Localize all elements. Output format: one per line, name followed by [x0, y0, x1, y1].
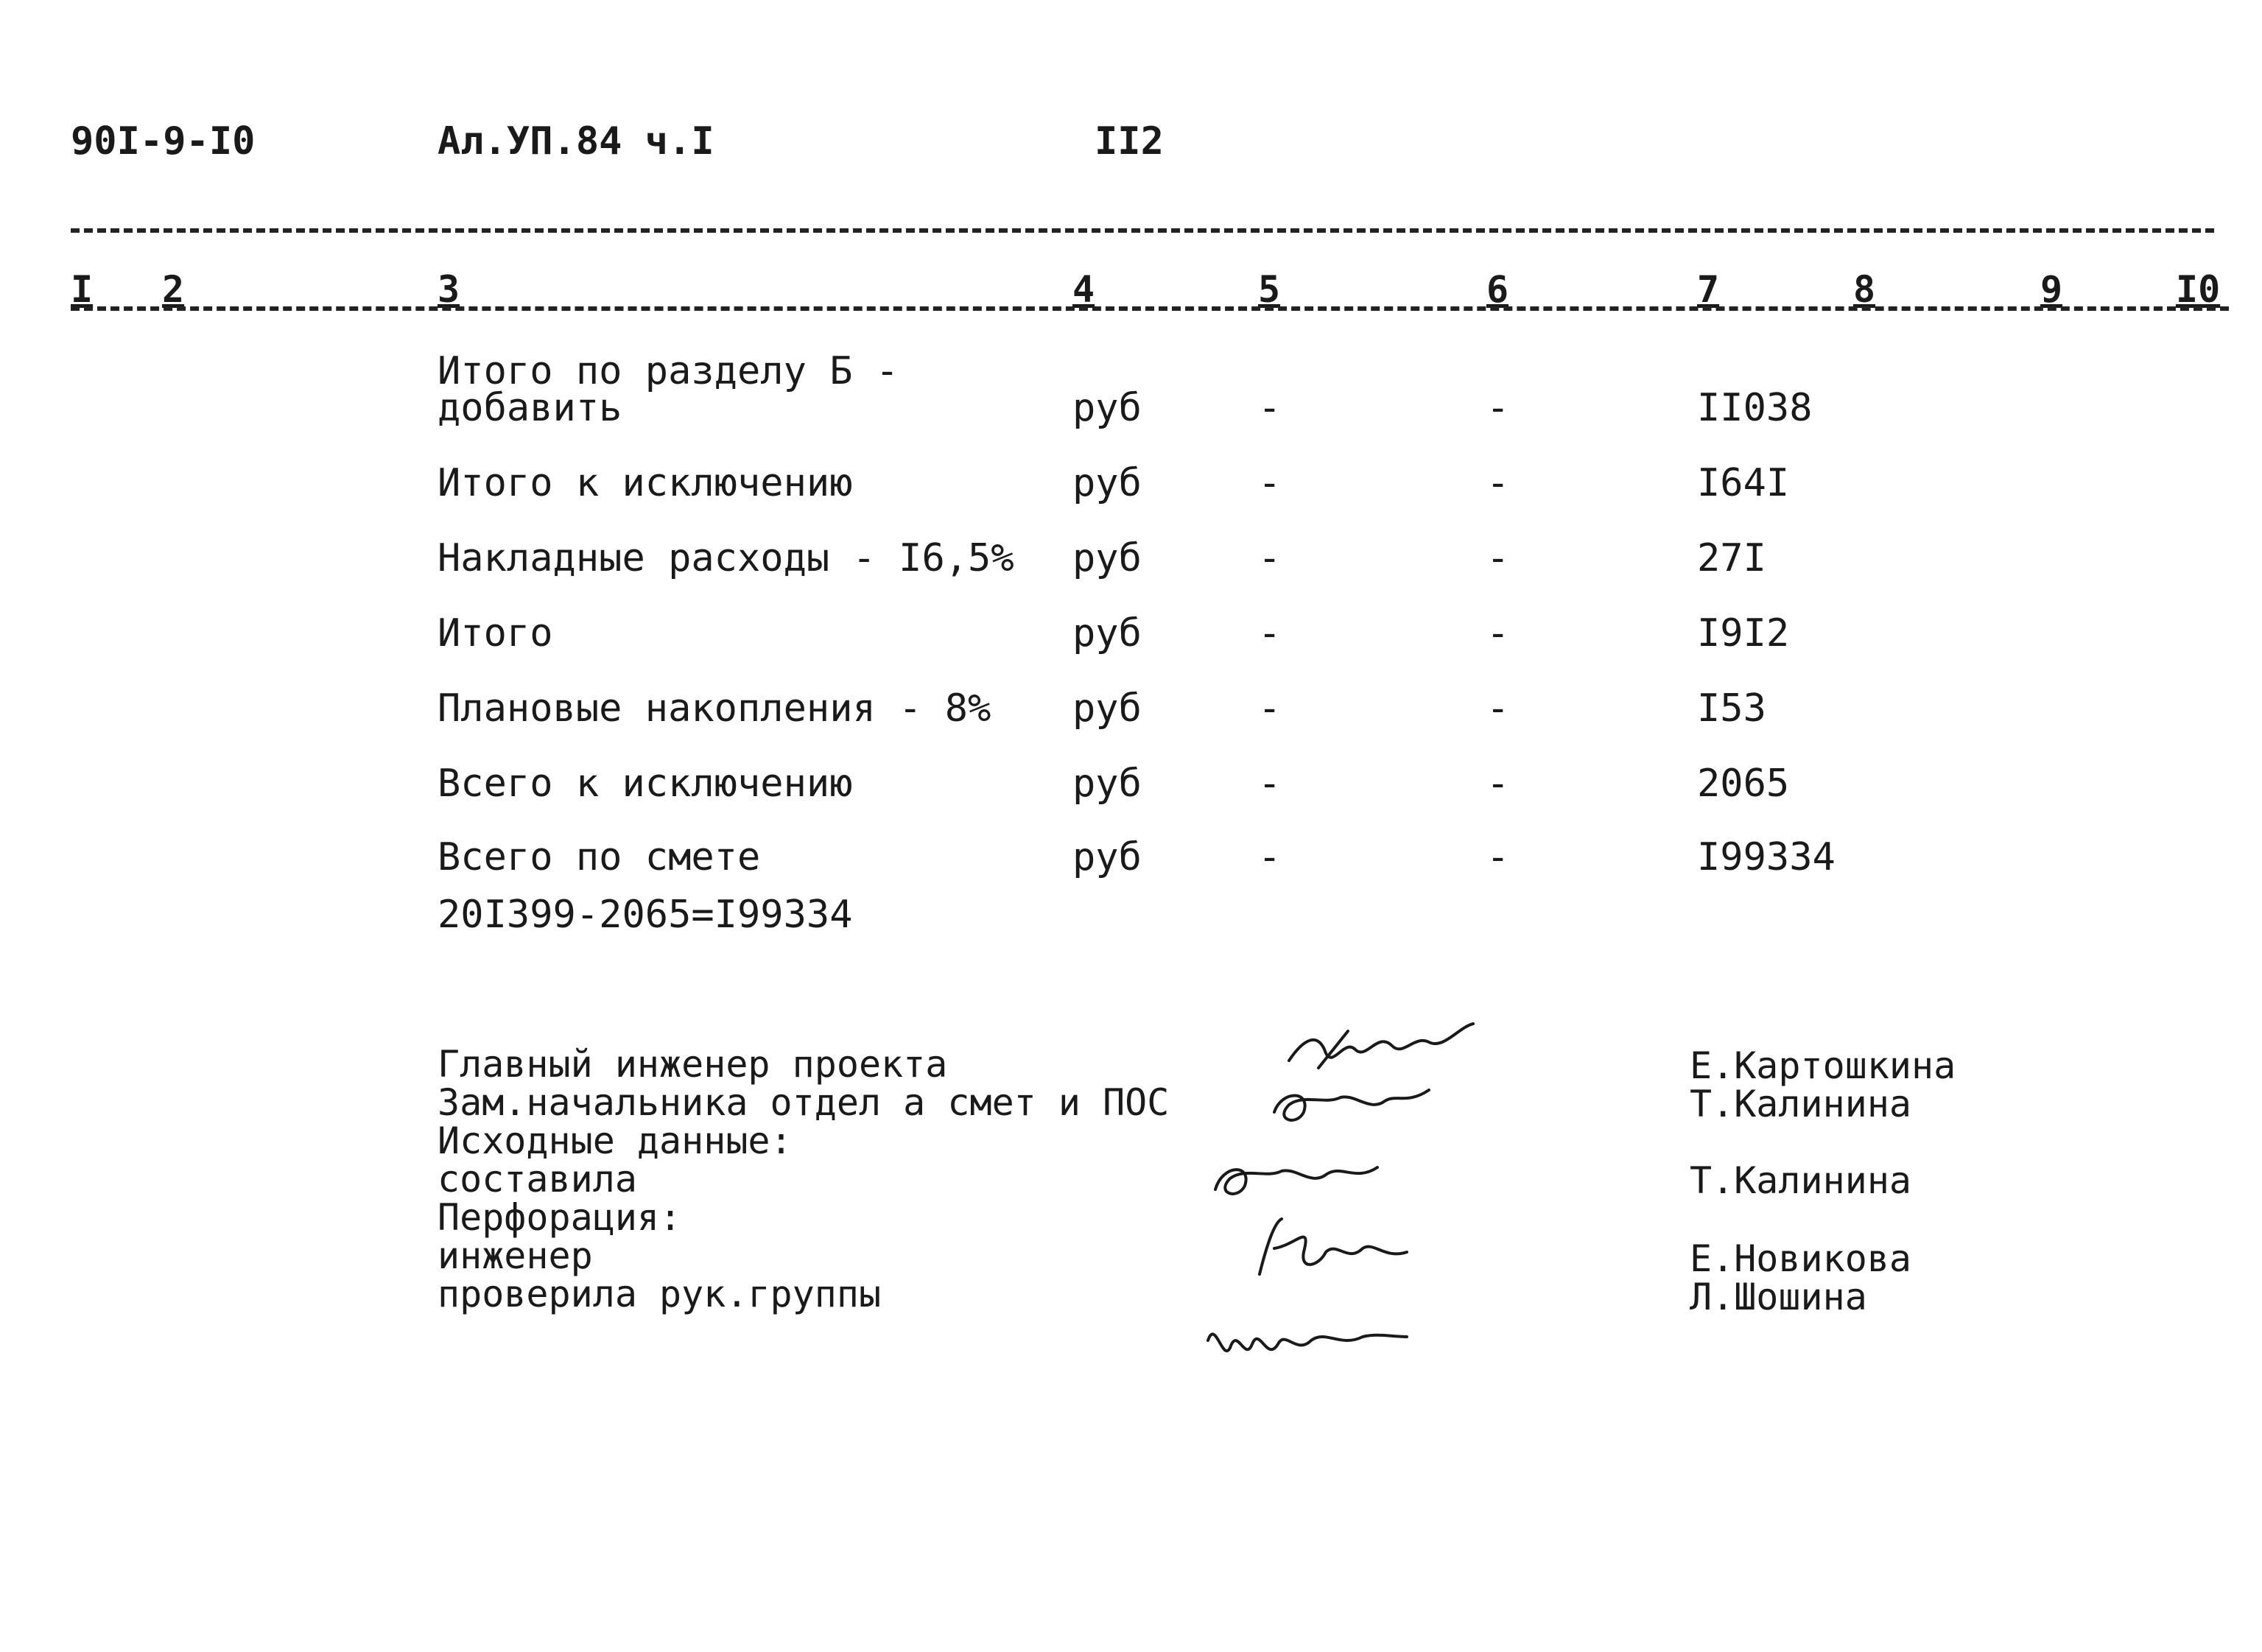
- signature-novikova: [1245, 1208, 1466, 1289]
- row-col6: -: [1486, 461, 1510, 505]
- column-number: 5: [1258, 268, 1281, 311]
- signoff-role: составила: [438, 1158, 637, 1201]
- row-unit: руб: [1072, 536, 1142, 580]
- column-number: 7: [1697, 268, 1720, 311]
- row-col5: -: [1258, 611, 1282, 655]
- row-value: 2065: [1697, 762, 1790, 806]
- row-col5: -: [1258, 386, 1282, 430]
- row-name: Плановые накопления - 8%: [438, 686, 991, 731]
- signature-kalinina-1: [1260, 1061, 1481, 1142]
- row-name: Итого к исключению: [438, 461, 853, 505]
- row-col5: -: [1258, 536, 1282, 580]
- column-number: 6: [1486, 268, 1509, 311]
- row-col5: -: [1258, 835, 1282, 879]
- column-number: I: [71, 268, 94, 311]
- signer-name: Т.Калинина: [1690, 1159, 1912, 1202]
- signoff-role: инженер: [438, 1234, 593, 1277]
- row-col6: -: [1486, 536, 1510, 580]
- row-value: I99334: [1697, 835, 1836, 879]
- column-number: 2: [162, 268, 185, 311]
- row-unit: руб: [1072, 762, 1142, 806]
- row-col5: -: [1258, 762, 1282, 806]
- row-name: Итого: [438, 611, 553, 655]
- signature-kalinina-2: [1201, 1134, 1422, 1215]
- row-value: II038: [1697, 386, 1813, 430]
- row-col6: -: [1486, 386, 1510, 430]
- row-name-continued: добавить: [438, 386, 622, 430]
- document-number: 90I-9-I0: [71, 119, 256, 164]
- row-value: I53: [1697, 686, 1766, 731]
- signoff-role: Исходные данные:: [438, 1120, 793, 1162]
- row-col6: -: [1486, 611, 1510, 655]
- row-col6: -: [1486, 686, 1510, 731]
- column-number: I0: [2176, 268, 2221, 311]
- signer-name: Е.Новикова: [1690, 1237, 1912, 1280]
- signoff-role: проверила рук.группы: [438, 1273, 882, 1315]
- column-header-divider: [71, 306, 2229, 311]
- album-reference: Ал.УП.84 ч.I: [438, 119, 714, 164]
- row-value: I9I2: [1697, 611, 1790, 655]
- row-name: Всего к исключению: [438, 762, 853, 806]
- signoff-role: Перфорация:: [438, 1196, 682, 1239]
- row-unit: руб: [1072, 461, 1142, 505]
- signer-name: Е.Картошкина: [1690, 1044, 1956, 1087]
- row-value: I64I: [1697, 461, 1790, 505]
- row-unit: руб: [1072, 686, 1142, 731]
- row-name: Всего по смете: [438, 835, 761, 879]
- row-unit: руб: [1072, 611, 1142, 655]
- column-number: 8: [1853, 268, 1876, 311]
- row-name: Итого по разделу Б -: [438, 349, 899, 393]
- row-col6: -: [1486, 835, 1510, 879]
- total-formula: 20I399-2065=I99334: [438, 893, 853, 937]
- column-number: 9: [2040, 268, 2063, 311]
- row-name: Накладные расходы - I6,5%: [438, 536, 1014, 580]
- signer-name: Т.Калинина: [1690, 1083, 1912, 1125]
- row-unit: руб: [1072, 386, 1142, 430]
- column-number: 4: [1072, 268, 1095, 311]
- row-value: 27I: [1697, 536, 1766, 580]
- row-col5: -: [1258, 461, 1282, 505]
- signoff-role: Главный инженер проекта: [438, 1043, 948, 1086]
- column-number: 3: [438, 268, 460, 311]
- row-col5: -: [1258, 686, 1282, 731]
- row-unit: руб: [1072, 835, 1142, 879]
- signoff-role: Зам.начальника отдел а смет и ПОС: [438, 1081, 1170, 1124]
- header-divider: [71, 228, 2214, 233]
- signature-shoshina: [1193, 1296, 1414, 1377]
- signer-name: Л.Шошина: [1690, 1276, 1867, 1318]
- row-col6: -: [1486, 762, 1510, 806]
- page-number: II2: [1095, 119, 1164, 164]
